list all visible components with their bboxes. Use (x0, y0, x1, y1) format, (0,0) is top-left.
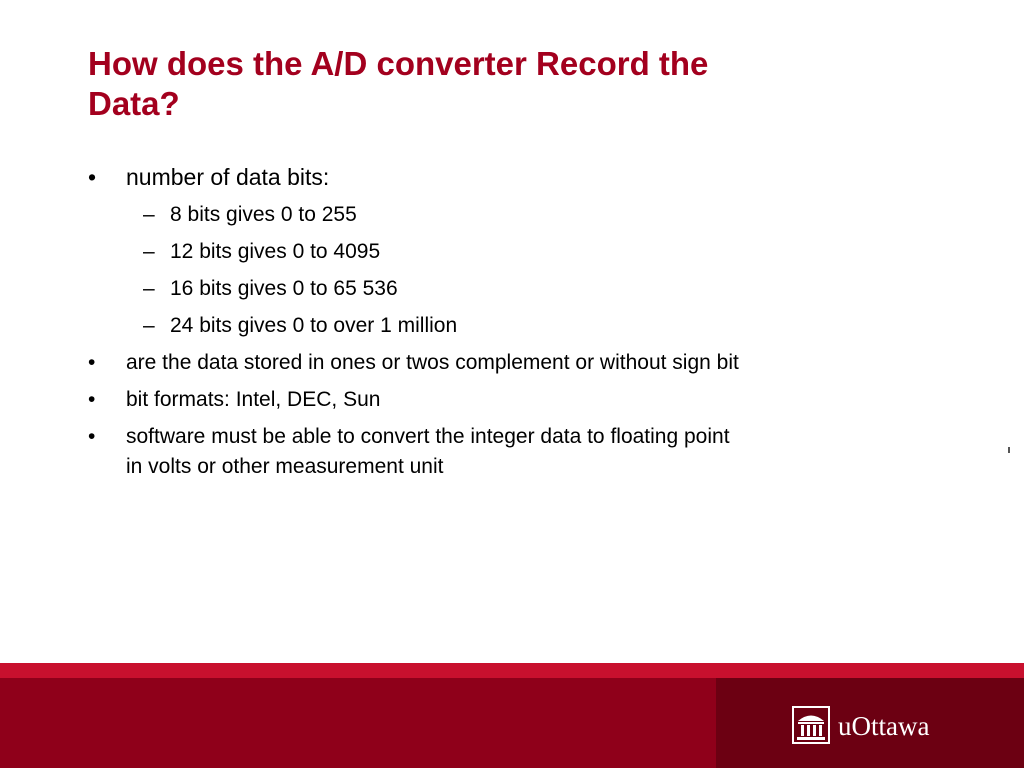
bullet-item (88, 385, 380, 415)
bullet-marker: • (88, 164, 97, 190)
sub-bullet-text: 24 bits gives 0 to over 1 million (170, 314, 458, 337)
bullet-item (88, 162, 329, 192)
bullet-marker: • (88, 425, 96, 448)
bullet-text: number of data bits: (126, 164, 330, 190)
bullet-item (88, 348, 739, 378)
sub-bullet-item (143, 237, 380, 267)
sub-bullet-item (143, 311, 457, 341)
bullet-item (88, 422, 730, 482)
dash-marker: – (143, 277, 155, 300)
stray-mark (1008, 447, 1010, 453)
footer-band (0, 678, 716, 768)
dash-marker: – (143, 240, 155, 263)
dash-marker: – (143, 203, 155, 226)
sub-bullet-text: 8 bits gives 0 to 255 (170, 203, 357, 226)
bullet-text: bit formats: Intel, DEC, Sun (126, 388, 381, 411)
bullet-text-line-2: in volts or other measurement unit (126, 455, 444, 478)
bullet-text: are the data stored in ones or twos complement or without sign bit (126, 351, 739, 374)
slide-title-line-2: Data? (88, 85, 180, 122)
university-building-icon (792, 706, 830, 744)
dash-marker: – (143, 314, 155, 337)
sub-bullet-text: 12 bits gives 0 to 4095 (170, 240, 381, 263)
slide-title-line-1: How does the A/D converter Record the (88, 45, 709, 82)
sub-bullet-item (143, 274, 398, 304)
sub-bullet-text: 16 bits gives 0 to 65 536 (170, 277, 398, 300)
logo-wordmark: uOttawa (838, 711, 930, 741)
sub-bullet-item (143, 200, 357, 230)
bullet-text-line-1: software must be able to convert the integer data to floating point (126, 425, 730, 448)
bullet-marker: • (88, 388, 96, 411)
bullet-marker: • (88, 351, 96, 374)
footer-accent-band (0, 663, 1024, 678)
